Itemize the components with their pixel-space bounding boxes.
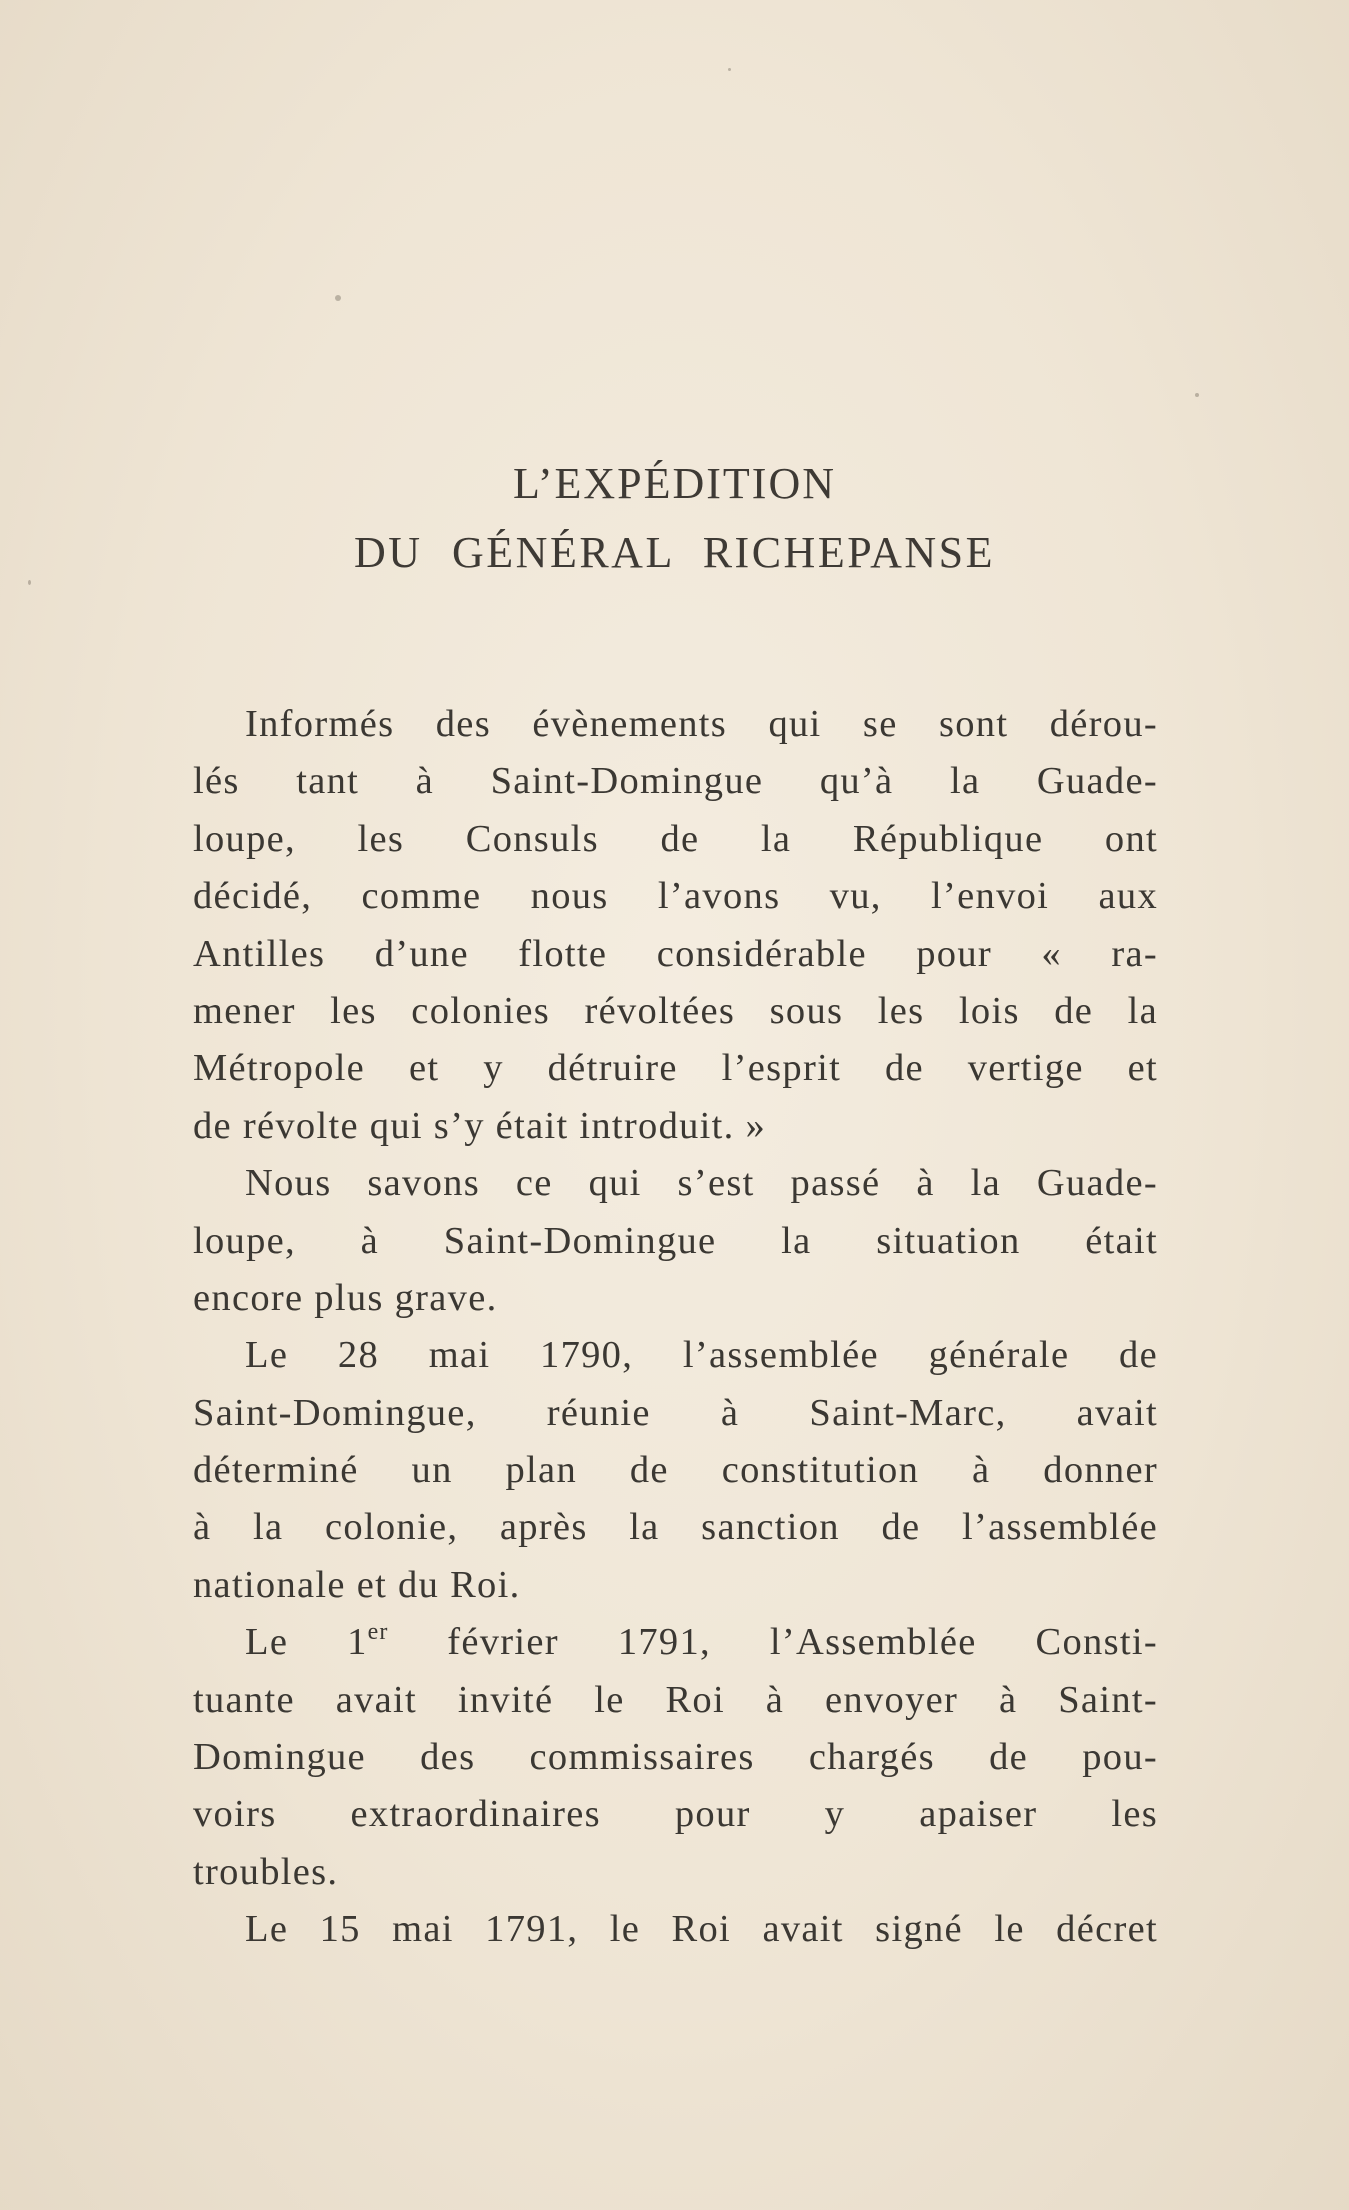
text-line: loupe, les Consuls de la République ont bbox=[193, 817, 1158, 860]
paper-speck bbox=[335, 295, 341, 301]
text-line: lés tant à Saint-Domingue qu’à la Guade- bbox=[193, 760, 1158, 803]
text-line: encore plus grave. bbox=[193, 1276, 498, 1319]
paper-speck bbox=[728, 68, 731, 71]
text-line: Métropole et y détruire l’esprit de vertige et bbox=[193, 1047, 1158, 1090]
text-line bbox=[193, 1614, 1158, 1671]
text-line: à la colonie, après la sanction de l’assemblée bbox=[193, 1506, 1158, 1549]
text-line: déterminé un plan de constitution à donner bbox=[193, 1449, 1158, 1492]
text-line: troubles. bbox=[193, 1850, 339, 1893]
chapter-title-line-1: L’EXPÉDITION bbox=[513, 459, 836, 508]
paper-speck bbox=[28, 580, 31, 585]
body-text bbox=[193, 696, 1158, 1959]
text-line: Saint-Domingue, réunie à Saint-Marc, avait bbox=[193, 1391, 1158, 1434]
text-line: Le 28 mai 1790, l’assemblée générale de bbox=[245, 1334, 1158, 1377]
text-line: voirs extraordinaires pour y apaiser les bbox=[193, 1793, 1158, 1836]
text-line: décidé, comme nous l’avons vu, l’envoi aux bbox=[193, 875, 1158, 918]
text-line: tuante avait invité le Roi à envoyer à Saint- bbox=[193, 1678, 1158, 1721]
text-line: loupe, à Saint-Domingue la situation était bbox=[193, 1219, 1158, 1262]
text-line: Domingue des commissaires chargés de pou- bbox=[193, 1736, 1158, 1779]
text-fragment: Le 1 bbox=[245, 1621, 368, 1664]
text-line: de révolte qui s’y était introduit. » bbox=[193, 1104, 767, 1147]
text-line: nationale et du Roi. bbox=[193, 1563, 521, 1606]
ordinal-superscript: er bbox=[367, 1619, 389, 1646]
chapter-title-line-2: DU GÉNÉRAL RICHEPANSE bbox=[353, 528, 996, 577]
paper-speck bbox=[1195, 393, 1199, 397]
text-fragment: février 1791, l’Assemblée Consti- bbox=[388, 1621, 1158, 1664]
text-line: mener les colonies révoltées sous les lois de la bbox=[193, 989, 1158, 1032]
text-line: Antilles d’une flotte considérable pour « ra- bbox=[193, 932, 1158, 975]
text-line: Informés des évènements qui se sont dérou- bbox=[245, 703, 1158, 745]
text-line: Le 15 mai 1791, le Roi avait signé le décret bbox=[245, 1908, 1158, 1951]
text-line: Nous savons ce qui s’est passé à la Guade- bbox=[245, 1162, 1158, 1205]
